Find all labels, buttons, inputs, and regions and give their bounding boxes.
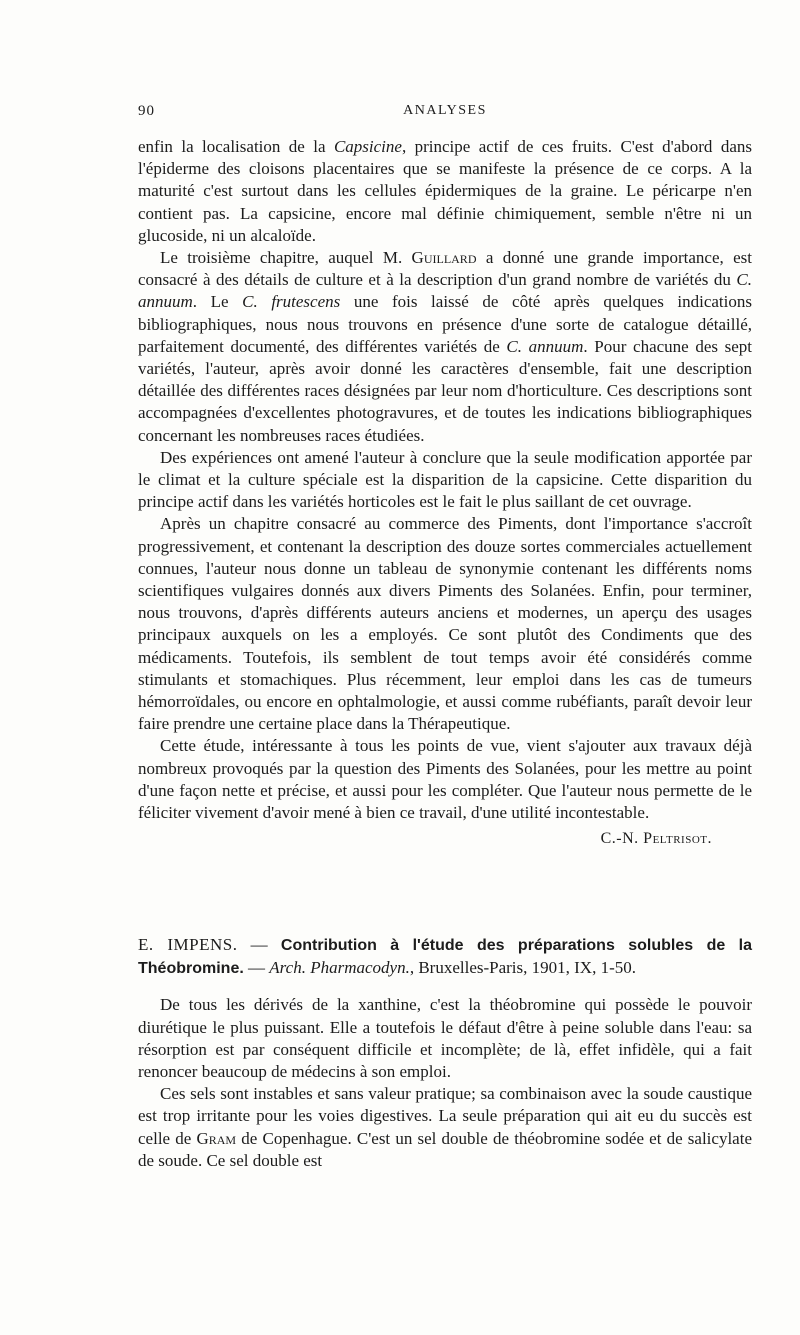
text-run: Cette étude, intéressante à tous les points de vue, vient s'ajouter aux travaux déjà nombreux provoqués par la question des Piments des Solanées, pour les mettre au point d'une façon nette et précise, et aussi pour les compléter. Que l'auteur nous permette de le féliciter vivement d'avoir mené à bien ce travail, d'une utilité incontestable. <box>138 736 752 823</box>
text-run: une fois laissé de côté après quelques indications bibliographiques, nous nous trouvons en présence d'une sorte de catalogue détaillé, parfaitement documenté, des différentes variétés de <box>138 292 752 356</box>
italic-run: Capsicine <box>333 137 402 156</box>
small-caps-run: Guillard <box>411 248 477 268</box>
text-run: de Copenhague. C'est un sel double de théobromine sodée et de salicylate de soude. Ce sel double est <box>138 1128 752 1170</box>
italic-run: C. frutescens <box>242 292 341 312</box>
small-caps-run: Gram <box>196 1128 237 1148</box>
text-run: enfin la localisation de la <box>138 137 334 156</box>
reviewer-signature <box>138 828 752 850</box>
paragraph <box>138 247 752 447</box>
dash: — <box>237 935 281 954</box>
text-run: Le troisième chapitre, auquel M. <box>160 248 412 268</box>
page-number: 90 <box>138 103 155 119</box>
running-header <box>138 103 752 127</box>
article-reference <box>138 934 752 980</box>
paragraph <box>138 735 752 824</box>
signature-name: Peltrisot. <box>643 830 712 848</box>
journal-citation: , Bruxelles-Paris, 1901, IX, 1-50. <box>409 958 636 978</box>
article-title: Contribution à l'étude des préparations solubles de la Théobromine. <box>138 937 753 978</box>
journal-name: Arch. Pharmacodyn. <box>269 958 410 978</box>
text-run: a donné une grande importance, est consacré à des détails de culture et à la description d'un grand nombre de variétés du <box>138 248 752 290</box>
review-capsicum <box>138 136 752 851</box>
italic-run: C. annuum <box>506 336 584 356</box>
text-run: , principe actif de ces fruits. C'est d'abord dans l'épiderme des cloisons placentaires que se manifeste la présence de ce corps. A la maturité c'est surtout dans les cellules épidermiques de la graine. Le péricarpe n'en contient pas. La capsicine, encore mal définie chimiquement, semble n'être ni un glucoside, ni un alcaloïde. <box>138 137 753 245</box>
paragraph <box>138 994 752 1083</box>
text-run: . Pour chacune des sept variétés, l'auteur, après avoir donné les caractères d'ensemble, fait une description détaillée des différentes races désignées par leur nom d'horticulture. Ces descriptions sont accompagnées d'excellentes photogravures, et de toutes les indications bibliographiques concernant les nombreuses races étudiées. <box>138 336 753 445</box>
review-theobromine <box>138 934 752 1172</box>
running-title: ANALYSES <box>403 103 487 118</box>
article-author: E. IMPENS. <box>138 935 238 954</box>
text-run: Des expériences ont amené l'auteur à conclure que la seule modification apportée par le climat et la culture spéciale est la disparition de la capsicine. Cette disparition du principe actif dans les variétés horticoles est le fait le plus saillant de cet ouvrage. <box>138 447 752 512</box>
paragraph <box>138 1083 752 1172</box>
paragraph <box>138 447 752 514</box>
text-run: . Le <box>192 292 243 312</box>
text-run: Après un chapitre consacré au commerce des Piments, dont l'importance s'accroît progressivement, et contenant la description des douze sortes commerciales actuellement connues, l'auteur nous donne un tableau de synonymie contenant les différents noms scientifiques vulgaires donnés aux divers Piments des Solanées. Enfin, pour terminer, nous trouvons, d'après différents auteurs anciens et modernes, un aperçu des usages principaux auxquels on les a employés. Ce sont plutôt des Condiments que des médicaments. Toutefois, ils semblent de tout temps avoir été considérés comme stimulants et stomachiques. Plus récemment, leur emploi dans les cas de tumeurs hémorroïdales, ou encore en ophtalmologie, et aussi comme rubéfiants, paraît devoir leur faire prendre une certaine place dans la Thérapeutique. <box>138 514 752 734</box>
paragraph <box>138 513 752 735</box>
italic-run: C. annuum <box>138 270 752 312</box>
signature-initials: C.-N. <box>600 830 639 848</box>
paragraph <box>138 136 752 247</box>
dash: — <box>243 958 270 978</box>
text-run: De tous les dérivés de la xanthine, c'est la théobromine qui possède le pouvoir diurétique le plus puissant. Elle a toutefois le défaut d'être à peine soluble dans l'eau: sa résorption est par conséquent difficile et incomplète; de là, effet infidèle, qui a fait renoncer beaucoup de médecins à son emploi. <box>138 995 752 1082</box>
text-run: Ces sels sont instables et sans valeur pratique; sa combinaison avec la soude caustique est trop irritante pour les voies digestives. La seule préparation qui ait eu du succès est celle de <box>138 1084 752 1148</box>
